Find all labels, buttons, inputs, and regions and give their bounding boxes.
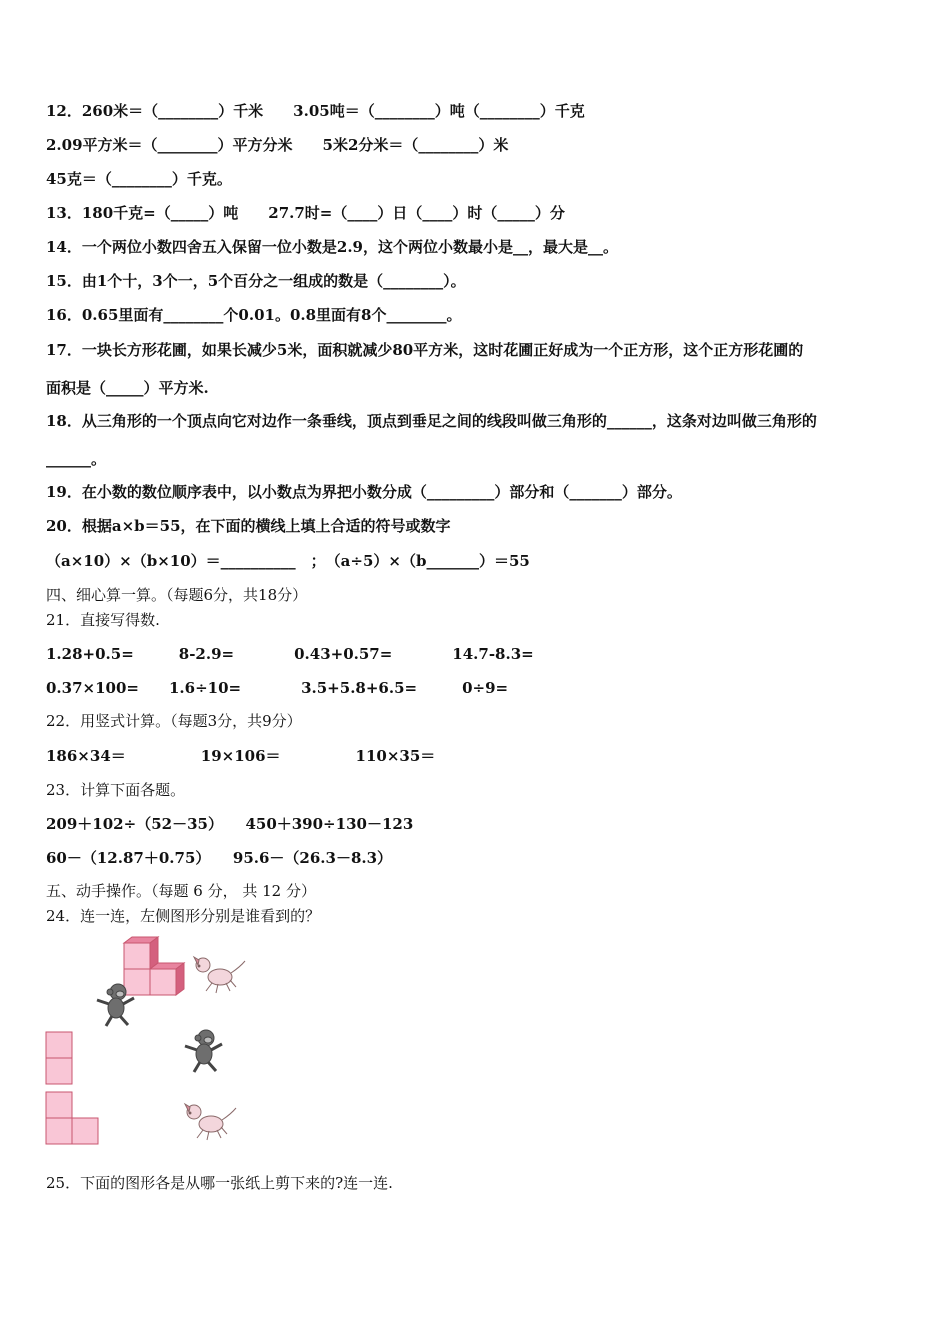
q17-line-2: 面积是（_____）平方米. xyxy=(46,379,209,397)
q23-row-1: 209＋102÷（52－35） 450＋390÷130－123 xyxy=(46,815,414,833)
q22: 22．用竖式计算。（每题3分，共9分） xyxy=(46,712,302,730)
q12-line-3: 45克＝（________）千克。 xyxy=(46,170,232,188)
q17-line-1: 17．一块长方形花圃，如果长减少5米，面积就减少80平方米，这时花圃正好成为一个正方形，这个正方形花圃的 xyxy=(46,341,804,359)
section-5-heading: 五、动手操作。（每题 6 分， 共 12 分） xyxy=(46,882,316,900)
dog-icon xyxy=(181,1100,239,1142)
q16: 16．0.65里面有________个0.01。0.8里面有8个________。 xyxy=(46,306,462,324)
q19: 19．在小数的数位顺序表中，以小数点为界把小数分成（_________）部分和（_______）部分。 xyxy=(46,483,682,501)
monkey-icon xyxy=(92,982,140,1028)
q21-row-2: 0.37×100= 1.6÷10= 3.5+5.8+6.5= 0÷9= xyxy=(46,679,509,697)
q21-row-1: 1.28+0.5= 8-2.9= 0.43+0.57= 14.7-8.3= xyxy=(46,645,534,663)
q22-problems: 186×34＝ 19×106＝ 110×35＝ xyxy=(46,747,436,765)
q23: 23．计算下面各题。 xyxy=(46,781,186,799)
q20-blanks: （a×10）×（b×10）＝__________ ； （a÷5）×（b_______）＝55 xyxy=(46,552,530,570)
q25: 25．下面的图形各是从哪一张纸上剪下来的?连一连. xyxy=(46,1174,393,1192)
q13: 13．180千克=（_____）吨 27.7时=（____）日（____）时（_____）分 xyxy=(46,204,565,222)
q12-line-1: 12．260米＝（________）千米 3.05吨＝（________）吨（________）千克 xyxy=(46,102,585,120)
monkey-icon xyxy=(180,1028,228,1074)
dog-icon xyxy=(190,953,248,995)
q14: 14．一个两位小数四舍五入保留一位小数是2.9，这个两位小数最小是__，最大是__。 xyxy=(46,238,618,256)
q23-row-2: 60－（12.87＋0.75） 95.6－（26.3－8.3） xyxy=(46,849,393,867)
q21: 21．直接写得数. xyxy=(46,611,160,629)
section-4-heading: 四、细心算一算。（每题6分，共18分） xyxy=(46,586,308,604)
q15: 15．由1个十，3个一，5个百分之一组成的数是（________）。 xyxy=(46,272,466,290)
q18-line-1: 18．从三角形的一个顶点向它对边作一条垂线，顶点到垂足之间的线段叫做三角形的______，这条对边叫做三角形的 xyxy=(46,412,817,430)
side-view-figure-b xyxy=(45,1091,99,1145)
q12-line-2: 2.09平方米＝（________）平方分米 5米2分米＝（________）米 xyxy=(46,136,509,154)
front-view-figure-a xyxy=(45,1031,73,1085)
q20: 20．根据a×b＝55，在下面的横线上填上合适的符号或数字 xyxy=(46,517,451,535)
q24: 24．连一连，左侧图形分别是谁看到的？ xyxy=(46,907,321,925)
q18-line-2: ______。 xyxy=(46,450,107,468)
